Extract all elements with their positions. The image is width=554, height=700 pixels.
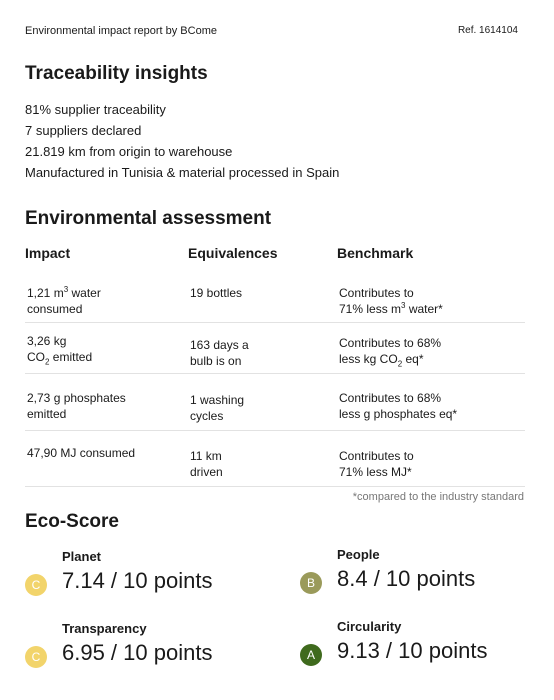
table-footnote: *compared to the industry standard: [352, 491, 524, 503]
impact-text: emitted: [27, 407, 67, 421]
column-equivalences: Equivalences: [188, 245, 278, 261]
benchmark-text: Contributes to: [339, 449, 414, 463]
report-reference: Ref. 1614104: [457, 25, 518, 36]
report-title: Environmental impact report by BCome: [25, 25, 217, 37]
ecoscore-label: Circularity: [337, 619, 402, 634]
impact-text: CO: [27, 350, 45, 364]
ecoscore-label: People: [337, 547, 380, 562]
benchmark-cell: [339, 335, 441, 367]
impact-text: consumed: [27, 302, 83, 316]
assessment-table: [25, 245, 525, 487]
ecoscore-value: 7.14 / 10 points: [62, 568, 213, 593]
impact-cell: [27, 333, 92, 365]
table-row: [25, 323, 525, 374]
assessment-heading: Environmental assessment: [25, 208, 272, 229]
impact-cell: [27, 445, 135, 461]
table-header: [25, 245, 525, 275]
subscript: 2: [45, 357, 50, 367]
benchmark-text: Contributes to: [339, 286, 414, 300]
grade-badge: C: [25, 646, 47, 668]
impact-text: emitted: [49, 350, 93, 364]
ecoscore-value: 8.4 / 10 points: [337, 566, 476, 591]
equivalence-text: 1 washing: [190, 393, 245, 407]
traceability-heading: Traceability insights: [25, 63, 208, 84]
traceability-list: [25, 99, 339, 183]
benchmark-text: 71% less m: [339, 302, 402, 316]
equivalence-cell: [190, 337, 249, 369]
ecoscore-value: 6.95 / 10 points: [62, 640, 213, 665]
subscript: 2: [397, 359, 403, 369]
ecoscore-value: 9.13 / 10 points: [337, 638, 488, 663]
benchmark-text: eq*: [402, 352, 424, 366]
superscript: 3: [63, 285, 69, 294]
superscript: 3: [401, 301, 406, 310]
column-benchmark: Benchmark: [337, 245, 414, 261]
impact-cell: [27, 285, 101, 317]
ecoscore-label: Planet: [62, 549, 102, 564]
table-row: [25, 431, 525, 487]
column-impact: Impact: [25, 245, 71, 261]
impact-text: water: [68, 286, 101, 300]
grade-badge: C: [25, 574, 47, 596]
benchmark-text: Contributes to 68%: [339, 336, 442, 350]
equivalence-text: 19 bottles: [190, 286, 243, 300]
ecoscore-heading: Eco-Score: [25, 511, 119, 532]
table-row: [25, 374, 525, 431]
equivalence-text: 163 days a: [190, 338, 249, 352]
impact-cell: [27, 390, 126, 422]
traceability-line: 81% supplier traceability: [25, 102, 166, 117]
equivalence-text: cycles: [190, 409, 224, 423]
benchmark-cell: [339, 448, 414, 480]
grade-badge: B: [300, 572, 322, 594]
benchmark-text: 71% less MJ*: [339, 465, 412, 479]
impact-text: 3,26 kg: [27, 334, 67, 348]
grade-badge: A: [300, 644, 322, 666]
impact-text: 2,73 g phosphates: [27, 391, 126, 405]
report-header: [25, 25, 518, 41]
benchmark-cell: [339, 390, 457, 422]
traceability-line: 7 suppliers declared: [25, 123, 142, 138]
impact-text: 47,90 MJ consumed: [27, 446, 136, 460]
impact-text: 1,21 m: [27, 286, 64, 300]
benchmark-text: water*: [405, 302, 443, 316]
equivalence-text: bulb is on: [190, 354, 242, 368]
ecoscore-label: Transparency: [62, 621, 147, 636]
equivalence-cell: [190, 448, 223, 480]
equivalence-text: 11 km: [190, 449, 222, 463]
benchmark-cell: [339, 285, 443, 317]
benchmark-text: Contributes to 68%: [339, 391, 442, 405]
traceability-line: Manufactured in Tunisia & material processed in Spain: [25, 165, 340, 180]
benchmark-text: less g phosphates eq*: [339, 407, 458, 421]
benchmark-text: less kg CO: [339, 352, 398, 366]
equivalence-cell: [190, 392, 244, 424]
table-row: [25, 275, 525, 323]
equivalence-cell: [190, 285, 242, 301]
traceability-line: 21.819 km from origin to warehouse: [25, 144, 233, 159]
equivalence-text: driven: [190, 465, 223, 479]
